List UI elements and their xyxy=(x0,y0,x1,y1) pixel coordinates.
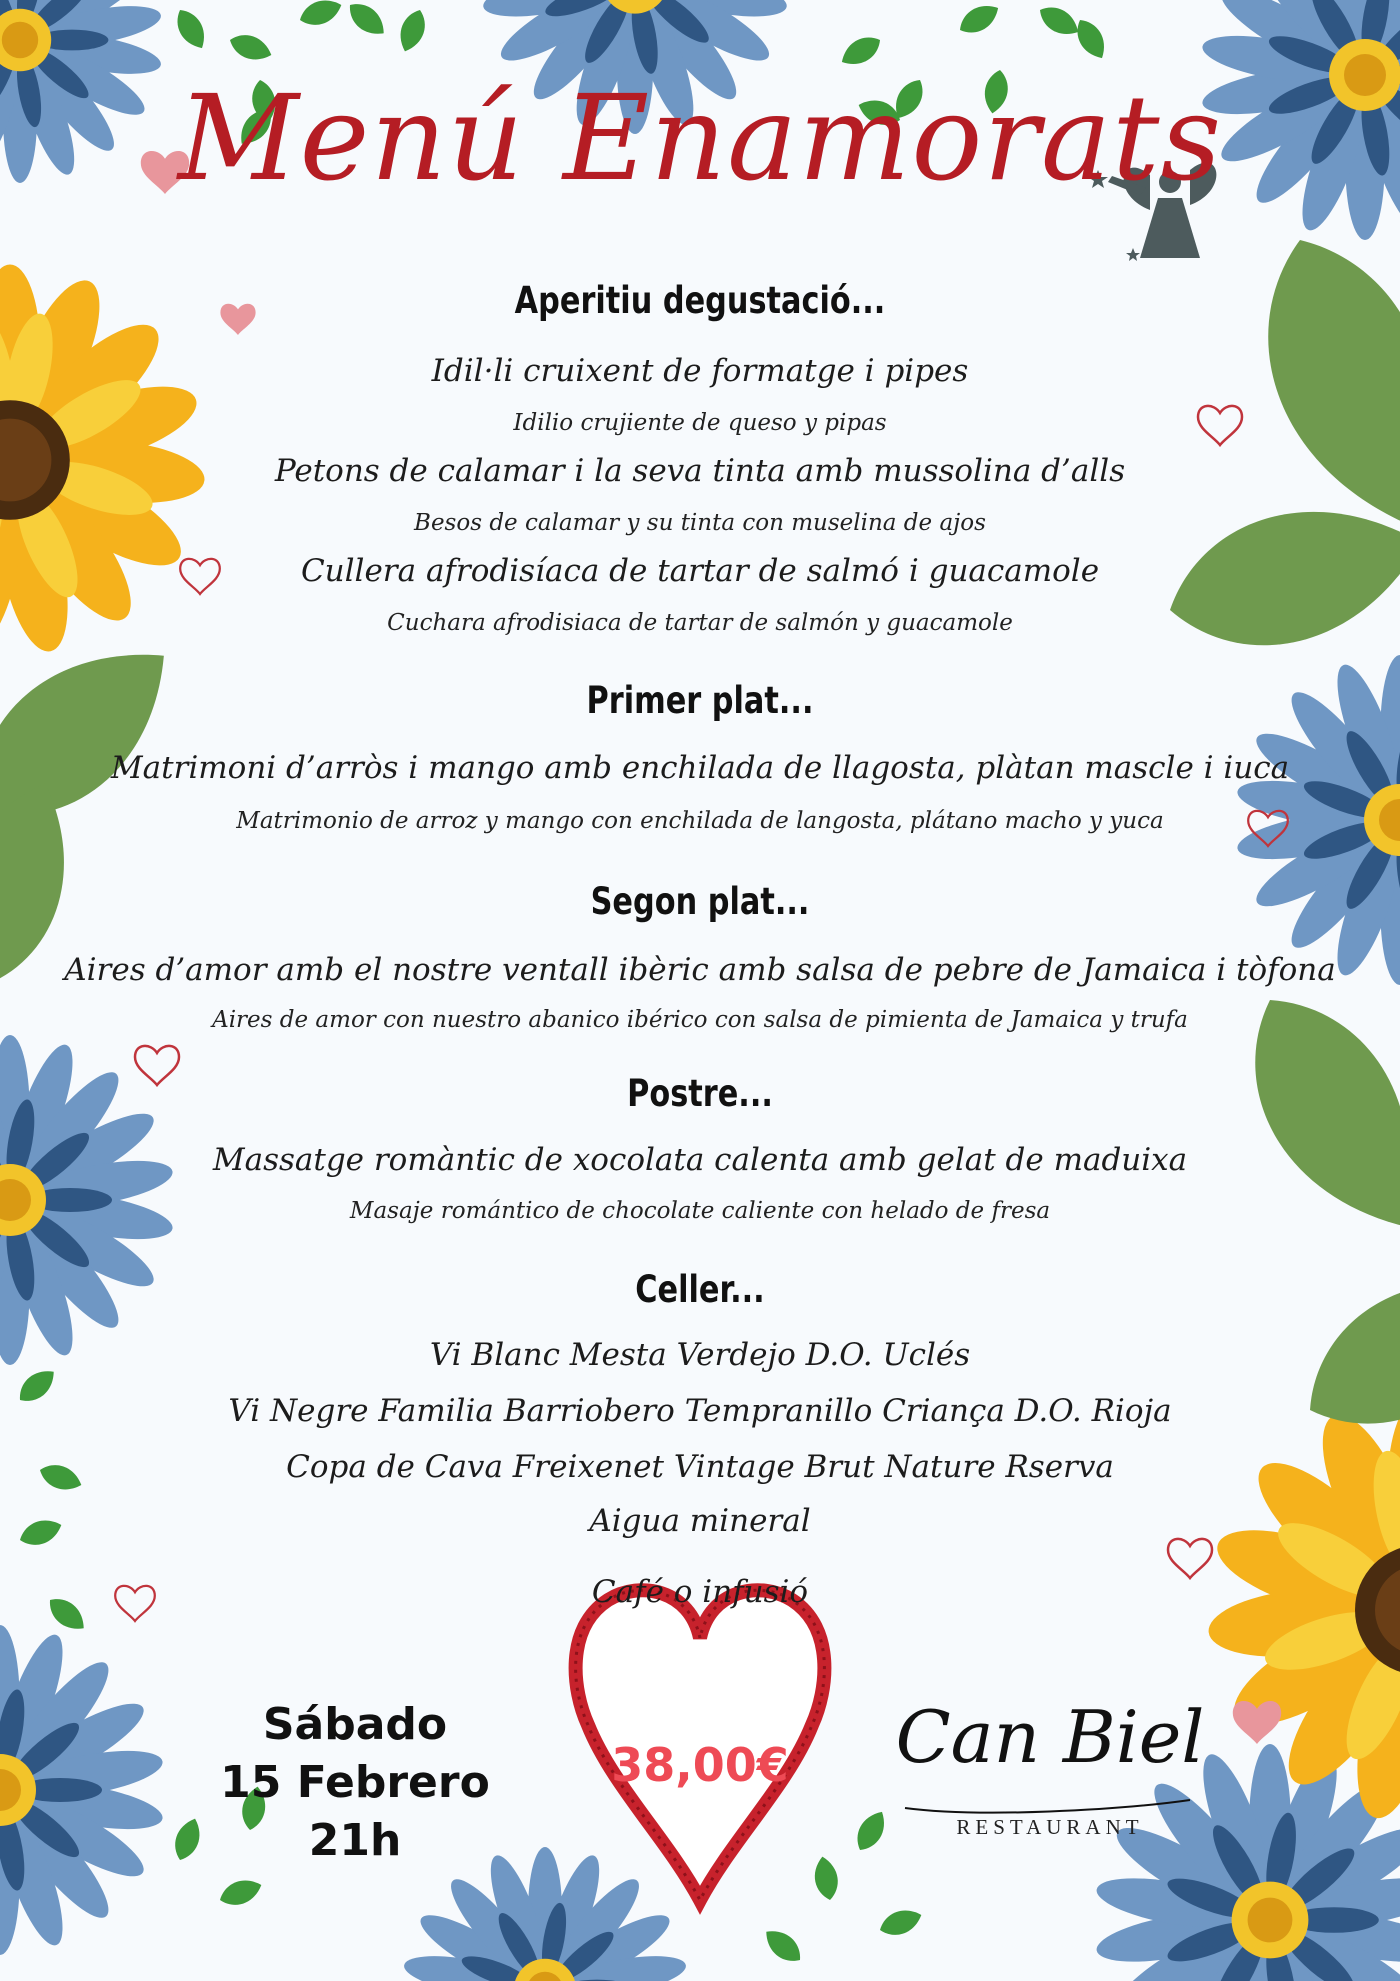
section-heading-postre: Postre... xyxy=(627,1072,773,1115)
restaurant-logo-subtitle: RESTAURANT xyxy=(956,1815,1144,1839)
dish-spanish: Masaje romántico de chocolate caliente con helado de fresa xyxy=(349,1198,1051,1224)
event-day: Sábado xyxy=(262,1699,448,1750)
event-date: 15 Febrero xyxy=(220,1757,490,1808)
dish-catalan: Aires d’amor amb el nostre ventall ibèric amb salsa de pebre de Jamaica i tòfona xyxy=(64,952,1336,988)
wine-item: Vi Negre Familia Barriobero Tempranillo Criança D.O. Rioja xyxy=(228,1393,1172,1429)
dish-spanish: Matrimonio de arroz y mango con enchilada de langosta, plátano macho y yuca xyxy=(236,808,1164,834)
dish-catalan: Idil·li cruixent de formatge i pipes xyxy=(431,353,969,389)
event-time: 21h xyxy=(308,1815,402,1866)
dish-spanish: Cuchara afrodisiaca de tartar de salmón y guacamole xyxy=(387,610,1013,636)
section-heading-aperitiu: Aperitiu degustació... xyxy=(514,279,886,322)
dish-catalan: Petons de calamar i la seva tinta amb mussolina d’alls xyxy=(274,453,1126,489)
dish-spanish: Idilio crujiente de queso y pipas xyxy=(513,410,887,436)
dish-catalan: Matrimoni d’arròs i mango amb enchilada de llagosta, plàtan mascle i iuca xyxy=(110,750,1290,786)
section-heading-celler: Celler... xyxy=(635,1268,765,1311)
dish-catalan: Massatge romàntic de xocolata calenta amb gelat de maduixa xyxy=(212,1142,1188,1178)
menu-price: 38,00€ xyxy=(611,1738,789,1792)
section-heading-segon-plat: Segon plat... xyxy=(590,880,810,923)
dish-catalan: Cullera afrodisíaca de tartar de salmó i guacamole xyxy=(300,553,1100,589)
dish-spanish: Aires de amor con nuestro abanico ibérico con salsa de pimienta de Jamaica y trufa xyxy=(212,1007,1188,1033)
wine-item: Aigua mineral xyxy=(589,1503,811,1539)
wine-item: Café o infusió xyxy=(591,1574,809,1610)
dish-spanish: Besos de calamar y su tinta con muselina de ajos xyxy=(414,510,986,536)
menu-title: Menú Enamorats xyxy=(177,69,1223,207)
restaurant-logo-name: Can Biel xyxy=(895,1695,1205,1779)
wine-item: Copa de Cava Freixenet Vintage Brut Nature Rserva xyxy=(286,1449,1114,1485)
wine-item: Vi Blanc Mesta Verdejo D.O. Uclés xyxy=(429,1337,971,1373)
section-heading-primer-plat: Primer plat... xyxy=(586,679,814,722)
